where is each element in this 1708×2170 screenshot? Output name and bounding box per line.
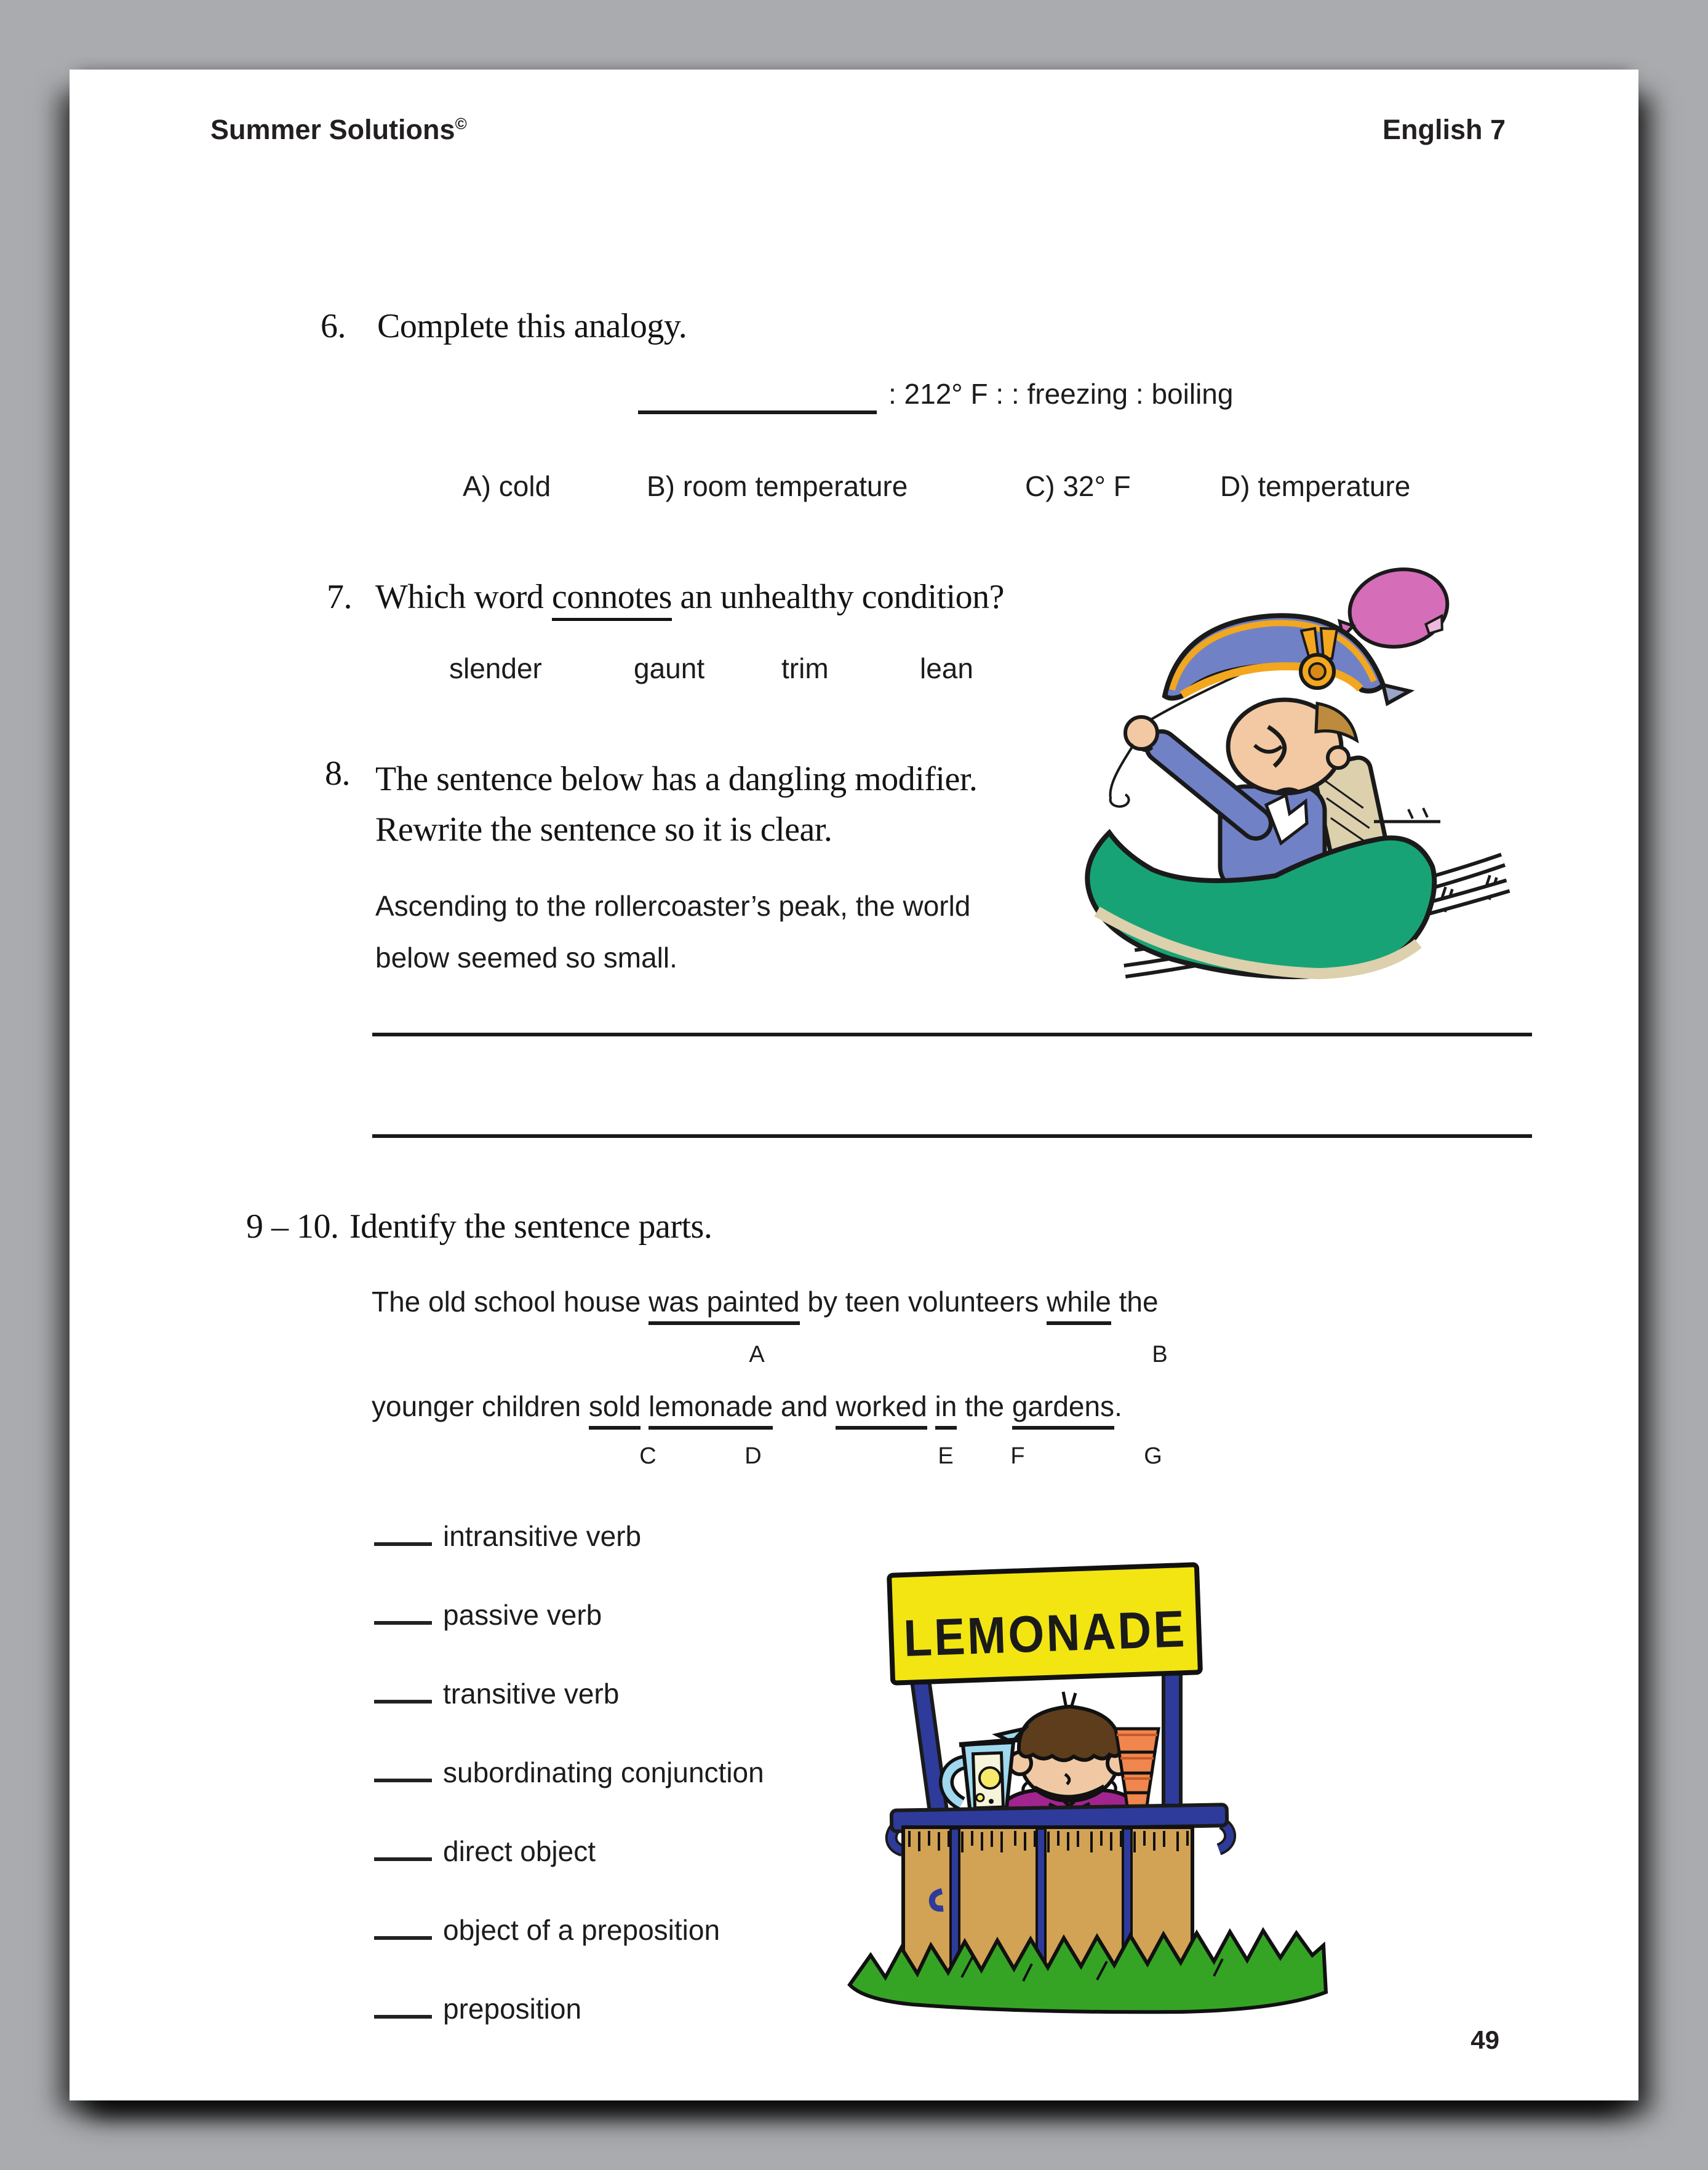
answer-blank-line bbox=[374, 1515, 432, 1546]
underlined-was-painted: was painted bbox=[648, 1286, 800, 1325]
q8-prompt: The sentence below has a dangling modifier. Rewrite the sentence so it is clear. bbox=[375, 760, 978, 849]
q6-option-d: D) temperature bbox=[1220, 470, 1411, 502]
label-b: B bbox=[1152, 1342, 1168, 1367]
q6-prompt: Complete this analogy. bbox=[377, 307, 687, 345]
label-e: E bbox=[938, 1443, 954, 1469]
q6-option-a: A) cold bbox=[463, 470, 551, 502]
label-a: A bbox=[749, 1342, 765, 1367]
hair bbox=[1019, 1707, 1120, 1760]
page-number: 49 bbox=[1471, 2025, 1499, 2054]
underlined-worked: worked bbox=[836, 1390, 927, 1430]
term-object-of-a-preposition: object of a preposition bbox=[374, 1909, 720, 1947]
lemon-slice bbox=[980, 1768, 1000, 1788]
q6-answer-blank bbox=[638, 377, 877, 417]
underlined-while: while bbox=[1047, 1286, 1111, 1325]
rollercoaster-cartoon bbox=[1072, 543, 1515, 974]
q8-writing-line-1 bbox=[372, 1033, 1532, 1036]
underlined-gardens: gardens bbox=[1012, 1390, 1114, 1430]
answer-blank-line bbox=[374, 1909, 432, 1940]
worksheet-page bbox=[70, 70, 1638, 2100]
header-right-title: English 7 bbox=[1382, 114, 1506, 145]
ear bbox=[1328, 747, 1349, 768]
answer-blank-line bbox=[374, 1673, 432, 1704]
label-f: F bbox=[1010, 1443, 1025, 1469]
underlined-sold: sold bbox=[589, 1390, 640, 1430]
answer-blank-line bbox=[374, 1988, 432, 2019]
q9-10-sentence-1: The old school house was painted by teen volunteers while the bbox=[372, 1285, 1159, 1318]
copyright-symbol: © bbox=[455, 114, 467, 133]
q7-option-slender: slender bbox=[449, 652, 542, 684]
term-preposition: preposition bbox=[374, 1988, 581, 2025]
term-subordinating-conjunction: subordinating conjunction bbox=[374, 1752, 764, 1789]
underlined-word-connotes: connotes bbox=[552, 578, 672, 621]
q6-number: 6. bbox=[321, 307, 346, 345]
underlined-in: in bbox=[935, 1390, 957, 1430]
lemonade-sign-text: LEMONADE bbox=[903, 1598, 1220, 1667]
q7-option-lean: lean bbox=[920, 652, 973, 684]
q7-number: 7. bbox=[327, 578, 352, 616]
q9-10-number: 9 – 10. bbox=[246, 1207, 339, 1246]
answer-blank-line bbox=[638, 377, 877, 414]
q8-number: 8. bbox=[325, 755, 350, 793]
q9-10-prompt: Identify the sentence parts. bbox=[349, 1207, 712, 1246]
header-left-text: Summer Solutions bbox=[210, 114, 455, 145]
underlined-lemonade: lemonade bbox=[648, 1390, 773, 1430]
header-left-title bbox=[210, 114, 467, 146]
wood-counter bbox=[903, 1827, 1192, 1975]
label-d: D bbox=[744, 1443, 762, 1469]
answer-blank-line bbox=[374, 1594, 432, 1625]
term-intransitive-verb: intransitive verb bbox=[374, 1515, 641, 1553]
q7-option-trim: trim bbox=[781, 652, 829, 684]
q8-writing-line-2 bbox=[372, 1134, 1532, 1138]
label-c: C bbox=[639, 1443, 656, 1469]
answer-blank-line bbox=[374, 1752, 432, 1782]
answer-blank-line bbox=[374, 1830, 432, 1861]
label-g: G bbox=[1144, 1443, 1162, 1469]
hand bbox=[1125, 717, 1157, 749]
q6-option-c: C) 32° F bbox=[1025, 470, 1131, 502]
term-transitive-verb: transitive verb bbox=[374, 1673, 619, 1710]
lemonade-sign bbox=[889, 1564, 1220, 1683]
motion-marks bbox=[1374, 808, 1440, 822]
term-direct-object: direct object bbox=[374, 1830, 596, 1868]
q7-prompt: Which word connotes an unhealthy condition? bbox=[375, 577, 1004, 617]
q6-option-b: B) room temperature bbox=[647, 470, 908, 502]
q6-analogy-text: : 212° F : : freezing : boiling bbox=[888, 378, 1234, 410]
q7-option-gaunt: gaunt bbox=[634, 652, 705, 684]
lemonade-stand-cartoon bbox=[839, 1547, 1331, 2014]
q9-10-sentence-2: younger children sold lemonade and worked in the gardens. bbox=[372, 1390, 1122, 1423]
term-passive-verb: passive verb bbox=[374, 1594, 602, 1632]
q8-sentence: Ascending to the rollercoaster’s peak, the world below seemed so small. bbox=[375, 890, 971, 974]
